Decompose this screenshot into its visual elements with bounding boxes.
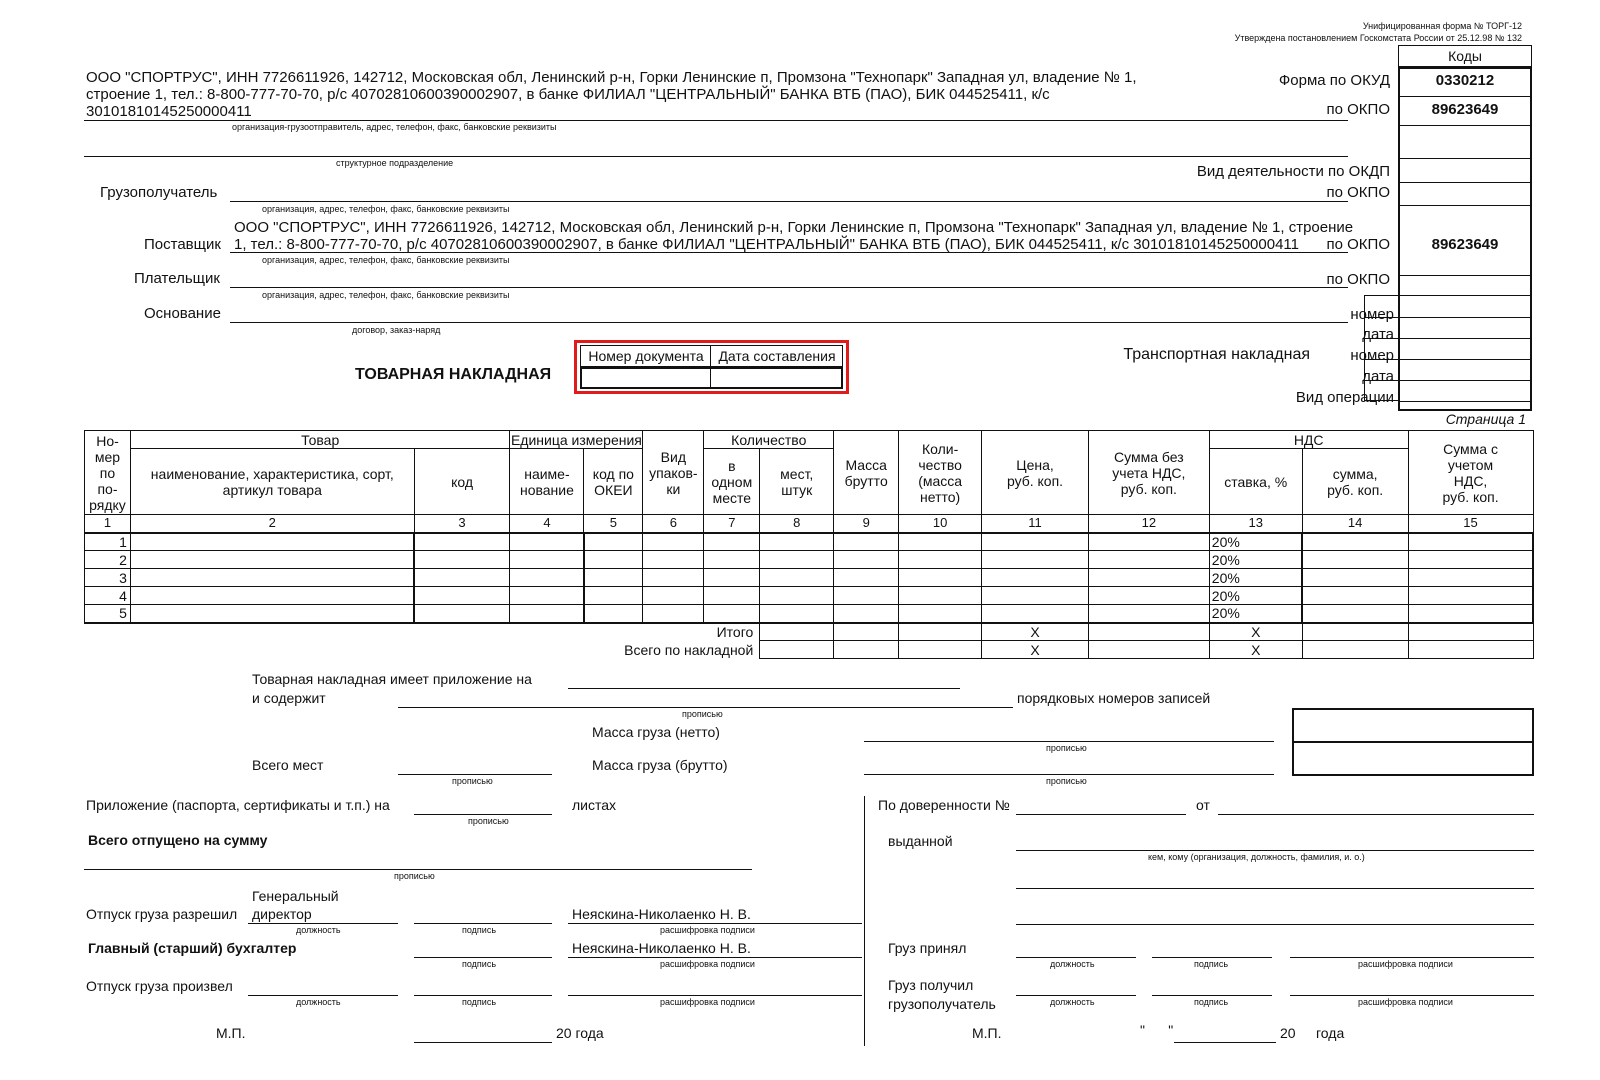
row-number: 2 [85,551,131,569]
h-netto: Коли- чество (масса нетто) [899,431,982,515]
okpo2-label: по ОКПО [1326,184,1390,201]
row-cell [1408,587,1533,605]
row-number: 3 [85,569,131,587]
row-cell [1088,569,1209,587]
table-row [85,605,1534,623]
items-rows [85,533,1534,623]
vsego-mest-label: Всего мест [252,757,324,773]
column-numbers-row [85,515,1534,533]
row-cell [834,587,899,605]
division-caption: структурное подразделение [336,158,454,168]
attach-line2: и содержит [252,690,326,706]
h-sum-w: Сумма с учетом НДС, руб. коп. [1408,431,1533,515]
col-number-7: 7 [704,515,760,533]
vsego-label: Всего по накладной [624,641,754,658]
caption-podpis-5: подпись [1194,997,1229,1007]
signer-name: Неяскина-Николаенко Н. В. [572,906,751,922]
h-name: наименование, характеристика, сорт, артикул товара [130,449,414,515]
col-number-2: 2 [130,515,414,533]
caption-podpis-4: подпись [1194,959,1229,969]
caption-rasshifrovka-3: расшифровка подписи [660,997,755,1007]
doc-date-header: Дата составления [718,348,836,364]
row-cell [510,569,584,587]
doc-num-header: Номер документа [588,348,704,364]
row-cell [130,605,414,623]
propisyu-1: прописью [682,709,723,719]
caption-rasshifrovka-5: расшифровка подписи [1358,997,1453,1007]
row-cell [130,569,414,587]
caption-dolzhnost-3: должность [296,997,341,1007]
h-mass: Масса брутто [834,431,899,515]
h-pack: Вид упаков- ки [643,431,704,515]
row-cell [510,587,584,605]
row-cell [643,533,704,551]
row-cell [584,569,643,587]
row-cell [760,587,834,605]
row-cell [414,587,510,605]
h-okei: код по ОКЕИ [584,449,643,515]
supplier-caption: организация, адрес, телефон, факс, банковские реквизиты [262,255,510,265]
row-cell [899,587,982,605]
caption-dolzhnost-4: должность [1050,959,1095,969]
row-cell [982,569,1089,587]
supplier-line1: ООО "СПОРТРУС", ИНН 7726611926, 142712, Московская обл, Ленинский р-н, Горки Ленинские п, Промзона "Технопарк" Западная ул, владение № 1, строение [234,219,1354,236]
okpo4-label: по ОКПО [1326,271,1390,288]
row-cell [982,605,1089,623]
vid-operacii-label: Вид операции [1295,389,1394,406]
row-cell [414,605,510,623]
row-number: 5 [85,605,131,623]
payer-label: Плательщик [134,270,220,287]
supplier-label: Поставщик [144,236,221,253]
dolzhnost-val2: директор [252,906,312,922]
row-cell [899,533,982,551]
itogo-x-price: X [982,623,1089,641]
vsego-x-rate: X [1209,641,1302,659]
col-number-15: 15 [1408,515,1533,533]
h-nds: НДС [1209,431,1408,449]
basis-label: Основание [144,305,221,322]
shipper-caption: организация-грузоотправитель, адрес, телефон, факс, банковские реквизиты [232,122,557,132]
row-vat-rate: 20% [1209,587,1302,605]
caption-podpis-2: подпись [462,959,497,969]
mass-netto-label: Масса груза (нетто) [592,724,720,740]
row-cell [760,533,834,551]
okdp-label: Вид деятельности по ОКДП [1196,163,1390,180]
h-unit-name: наиме- нование [510,449,584,515]
glavbuh-label: Главный (старший) бухгалтер [88,940,297,956]
row-cell [584,551,643,569]
attach-line1: Товарная накладная имеет приложение на [252,671,532,687]
propisyu-5: прописью [468,816,509,826]
okud-value: 0330212 [1435,72,1495,89]
row-cell [510,605,584,623]
col-number-1: 1 [85,515,131,533]
row-cell [1302,533,1408,551]
row-cell [414,551,510,569]
okpo3-label: по ОКПО [1326,236,1390,253]
h-places: мест, штук [760,449,834,515]
codes-header-cell [1398,45,1532,67]
h-rate: ставка, % [1209,449,1302,515]
data-label: дата [1362,326,1394,343]
glavbuh-name: Неяскина-Николаенко Н. В. [572,940,751,956]
row-cell [1302,605,1408,623]
mass-brutto-label: Масса груза (брутто) [592,757,728,773]
col-number-3: 3 [414,515,510,533]
col-number-6: 6 [643,515,704,533]
propisyu-2: прописью [1046,743,1087,753]
row-cell [1088,605,1209,623]
form-header-line1: Унифицированная форма № ТОРГ-12 [1362,21,1522,31]
row-cell [1408,605,1533,623]
nomer2-label: номер [1350,347,1394,364]
otpusk-proizvel-label: Отпуск груза произвел [86,978,233,994]
supplier-line2: 1, тел.: 8-800-777-70-70, р/с 40702810600390002907, в банке ФИЛИАЛ "ЦЕНТРАЛЬНЫЙ" БАНКА ВТБ (ПАО), БИК 044525411, к/с 30101810145250000411 [234,236,1299,253]
caption-rasshifrovka-2: расшифровка подписи [660,959,755,969]
row-number: 4 [85,587,131,605]
col-number-14: 14 [1302,515,1408,533]
caption-podpis-1: подпись [462,925,497,935]
prilozhenie-label: Приложение (паспорта, сертификаты и т.п.) на [86,797,390,813]
row-cell [1302,587,1408,605]
row-cell [130,587,414,605]
items-table [84,430,1534,659]
consignee-label: Грузополучатель [100,184,218,201]
row-cell [130,551,414,569]
row-vat-rate: 20% [1209,605,1302,623]
row-cell [834,551,899,569]
h-sum-wo: Сумма без учета НДС, руб. коп. [1088,431,1209,515]
vsego-x-price: X [982,641,1089,659]
h-qty: Количество [704,431,834,449]
mp-label: М.П. [216,1025,246,1041]
consignee-caption: организация, адрес, телефон, факс, банковские реквизиты [262,204,510,214]
listah-label: листах [572,797,617,813]
row-cell [584,605,643,623]
date-quotes: " " [1140,1022,1174,1038]
caption-dolzhnost-5: должность [1050,997,1095,1007]
okpo-label: по ОКПО [1326,101,1390,118]
caption-podpis-3: подпись [462,997,497,1007]
row-cell [643,569,704,587]
row-cell [643,587,704,605]
col-number-11: 11 [982,515,1089,533]
payer-caption: организация, адрес, телефон, факс, банковские реквизиты [262,290,510,300]
h-kod: код [414,449,510,515]
form-header-line2: Утверждена постановлением Госкомстата России от 25.12.98 № 132 [1234,33,1522,43]
row-vat-rate: 20% [1209,533,1302,551]
table-row [85,587,1534,605]
okpo3-value: 89623649 [1431,236,1499,253]
caption-dolzhnost-1: должность [296,925,341,935]
otpushcheno-label: Всего отпущено на сумму [88,832,268,848]
h-in-one: в одном месте [704,449,760,515]
col-number-10: 10 [899,515,982,533]
otpusk-razreshil-label: Отпуск груза разрешил [86,906,238,922]
row-vat-rate: 20% [1209,551,1302,569]
row-cell [1408,569,1533,587]
row-cell [510,533,584,551]
col-number-13: 13 [1209,515,1302,533]
row-cell [899,569,982,587]
itogo-x-rate: X [1209,623,1302,641]
row-cell [834,533,899,551]
transport-label: Транспортная накладная [1123,346,1310,363]
col-number-5: 5 [584,515,643,533]
col-number-4: 4 [510,515,584,533]
row-cell [584,533,643,551]
gruz-poluchil-1: Груз получил [888,977,974,993]
h-nds-sum: сумма, руб. коп. [1302,449,1408,515]
row-cell [760,569,834,587]
basis-caption: договор, заказ-наряд [352,325,441,335]
row-cell [704,605,760,623]
dolzhnost-val1: Генеральный [252,888,339,904]
row-cell [643,605,704,623]
doverennost-label: По доверенности № [878,797,1010,813]
row-cell [760,605,834,623]
vydannoy-label: выданной [888,833,953,849]
row-cell [643,551,704,569]
row-vat-rate: 20% [1209,569,1302,587]
ot-label: от [1196,797,1210,813]
row-cell [760,551,834,569]
row-cell [834,569,899,587]
page-number: Страница 1 [1445,411,1526,427]
year2-label: 20 [1280,1025,1296,1041]
row-cell [982,587,1089,605]
shipper-line3: 30101810145250000411 [86,103,252,120]
row-cell [834,605,899,623]
gruz-prinyal-label: Груз принял [888,940,967,956]
okpo-value: 89623649 [1431,101,1499,118]
row-cell [1302,569,1408,587]
row-cell [899,605,982,623]
vsego-row [85,641,1534,659]
gruz-poluchil-2: грузополучатель [888,996,996,1012]
row-cell [1408,551,1533,569]
col-number-9: 9 [834,515,899,533]
table-row [85,569,1534,587]
caption-rasshifrovka-4: расшифровка подписи [1358,959,1453,969]
propisyu-6: прописью [394,871,435,881]
h-nomer: Но- мер по по- рядку [85,431,131,515]
row-cell [899,551,982,569]
h-price: Цена, руб. коп. [982,431,1089,515]
goda-label: года [1316,1025,1345,1041]
row-cell [704,533,760,551]
row-cell [704,551,760,569]
propisyu-3: прописью [452,776,493,786]
row-cell [982,551,1089,569]
row-cell [584,587,643,605]
row-cell [130,533,414,551]
caption-rasshifrovka-1: расшифровка подписи [660,925,755,935]
nomer-label: номер [1350,306,1394,323]
row-cell [1088,533,1209,551]
row-cell [510,551,584,569]
year-label: 20 года [556,1025,604,1041]
itogo-row [85,623,1534,641]
row-cell [1408,533,1533,551]
table-row [85,533,1534,551]
row-cell [1302,551,1408,569]
row-number: 1 [85,533,131,551]
mp2-label: М.П. [972,1025,1002,1041]
codes-header: Коды [1448,48,1482,64]
row-cell [704,587,760,605]
row-cell [982,533,1089,551]
kem-komu-caption: кем, кому (организация, должность, фамилия, и. о.) [1148,852,1365,862]
shipper-line1: ООО "СПОРТРУС", ИНН 7726611926, 142712, Московская обл, Ленинский р-н, Горки Ленинские п, Промзона "Технопарк" Западная ул, владение № 1, [86,69,1137,86]
shipper-line2: строение 1, тел.: 8-800-777-70-70, р/с 40702810600390002907, в банке ФИЛИАЛ "ЦЕНТРАЛЬНЫЙ" БАНКА ВТБ (ПАО), БИК 044525411, к/с [86,86,1050,103]
h-unit: Единица измерения [510,431,642,448]
col-number-12: 12 [1088,515,1209,533]
row-cell [414,533,510,551]
h-tovar: Товар [130,431,509,449]
propisyu-4: прописью [1046,776,1087,786]
okud-label: Форма по ОКУД [1278,72,1390,89]
row-cell [1088,551,1209,569]
row-cell [414,569,510,587]
itogo-label: Итого [716,624,754,640]
data2-label: дата [1362,368,1394,385]
doc-title: ТОВАРНАЯ НАКЛАДНАЯ [355,366,552,383]
col-number-8: 8 [760,515,834,533]
row-cell [704,569,760,587]
table-row [85,551,1534,569]
row-cell [1088,587,1209,605]
records-label: порядковых номеров записей [1017,690,1211,706]
